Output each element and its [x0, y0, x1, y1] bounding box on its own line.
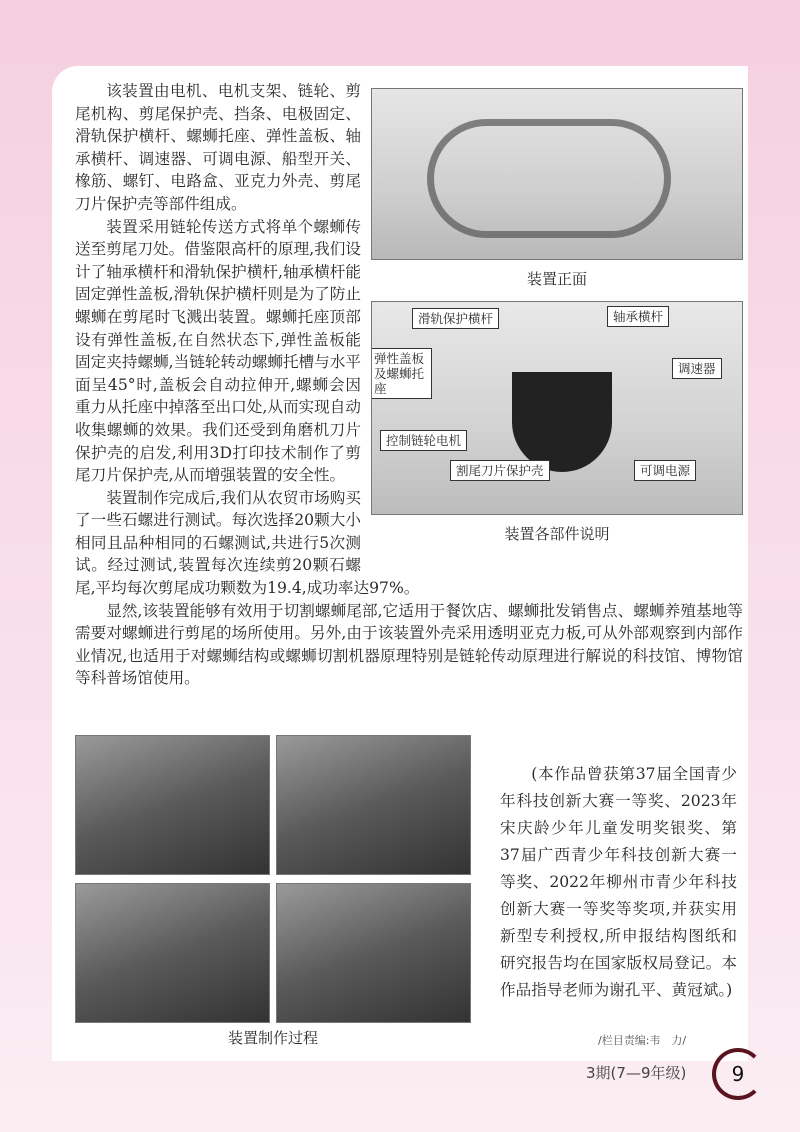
process-photo [75, 735, 270, 875]
callout-blade-guard: 割尾刀片保护壳 [450, 460, 550, 481]
chain-ring-shape [427, 119, 671, 238]
paragraph: 显然,该装置能够有效用于切割螺蛳尾部,它适用于餐饮店、螺蛳批发销售点、螺蛳养殖基地等需要对螺蛳进行剪尾的场所使用。另外,由于该装置外壳采用透明亚克力板,可从外部观察到内部作业情况,也适用于对螺蛳结构或螺蛳切割机器原理特别是链轮传动原理进行解说的科技馆、博物馆等科普场馆使用。 [75, 601, 743, 688]
article-body [75, 80, 743, 690]
callout-governor: 调速器 [672, 358, 722, 379]
page-number: 9 [731, 1062, 745, 1086]
process-photo [276, 883, 471, 1023]
award-note: (本作品曾获第37届全国青少年科技创新大赛一等奖、2023年宋庆龄少年儿童发明奖银奖、第37届广西青少年科技创新大赛一等奖、2022年柳州市青少年科技创新大赛一等奖等奖项,并获实用新型专利授权,所申报结构图纸和研究报告均在国家版权局登记。本作品指导老师为谢孔平、黄冠斌。) [500, 765, 737, 999]
front-caption: 装置正面 [526, 270, 587, 288]
paragraph: 该装置由电机、电机支架、链轮、剪尾机构、剪尾保护壳、挡条、电极固定、滑轨保护横杆、螺蛳托座、弹性盖板、轴承横杆、调速器、可调电源、船型开关、橡筋、螺钉、电路盒、亚克力外壳、剪尾刀片保护壳等部件组成。 [75, 82, 361, 213]
callout-cover-seat: 弹性盖板及螺蛳托座 [371, 348, 432, 399]
callout-rail-bar: 滑轨保护横杆 [412, 308, 499, 329]
paragraph: 装置采用链轮传送方式将单个螺蛳传送至剪尾刀处。借鉴限高杆的原理,我们设计了轴承横杆和滑轨保护横杆,轴承横杆能固定弹性盖板,滑轨保护横杆则是为了防止螺蛳在剪尾时飞溅出装置。螺蛳托座顶部设有弹性盖板,在自然状态下,弹性盖板能固定夹持螺蛳,当链轮转动螺蛳托槽与水平面呈45°时,盖板会自动拉伸开,螺蛳会因重力从托座中掉落至出口处,从而实现自动收集螺蛳的效果。我们还受到角磨机刀片保护壳的启发,利用3D打印技术制作了剪尾刀片保护壳,从而增强装置的安全性。 [75, 217, 361, 485]
paragraph: 装置制作完成后,我们从农贸市场购买了一些石螺进行测试。每次选择20颗大小相同且品种相同的石螺测试,共进行5次测试。经过测试,装置每次连续剪20颗石螺尾,平均每次剪尾成功颗数为19.4,成功率达97%。 [75, 488, 420, 598]
device-front-photo [371, 88, 743, 260]
device-parts-photo [371, 301, 743, 515]
issue-label: 3期(7—9年级) [586, 1064, 687, 1082]
parts-caption: 装置各部件说明 [504, 524, 610, 543]
blade-guard-shape [512, 372, 612, 472]
callout-motor: 控制链轮电机 [380, 430, 467, 451]
callout-power: 可调电源 [634, 460, 696, 481]
dragon-page-number-icon [712, 1048, 764, 1100]
process-caption: 装置制作过程 [227, 1029, 318, 1047]
process-photo [276, 735, 471, 875]
process-photo [75, 883, 270, 1023]
device-figures [371, 88, 743, 555]
process-photo-grid [75, 735, 471, 1023]
column-editor: /栏目责编:韦 力/ [598, 1034, 687, 1047]
callout-bearing-bar: 轴承横杆 [607, 306, 669, 327]
